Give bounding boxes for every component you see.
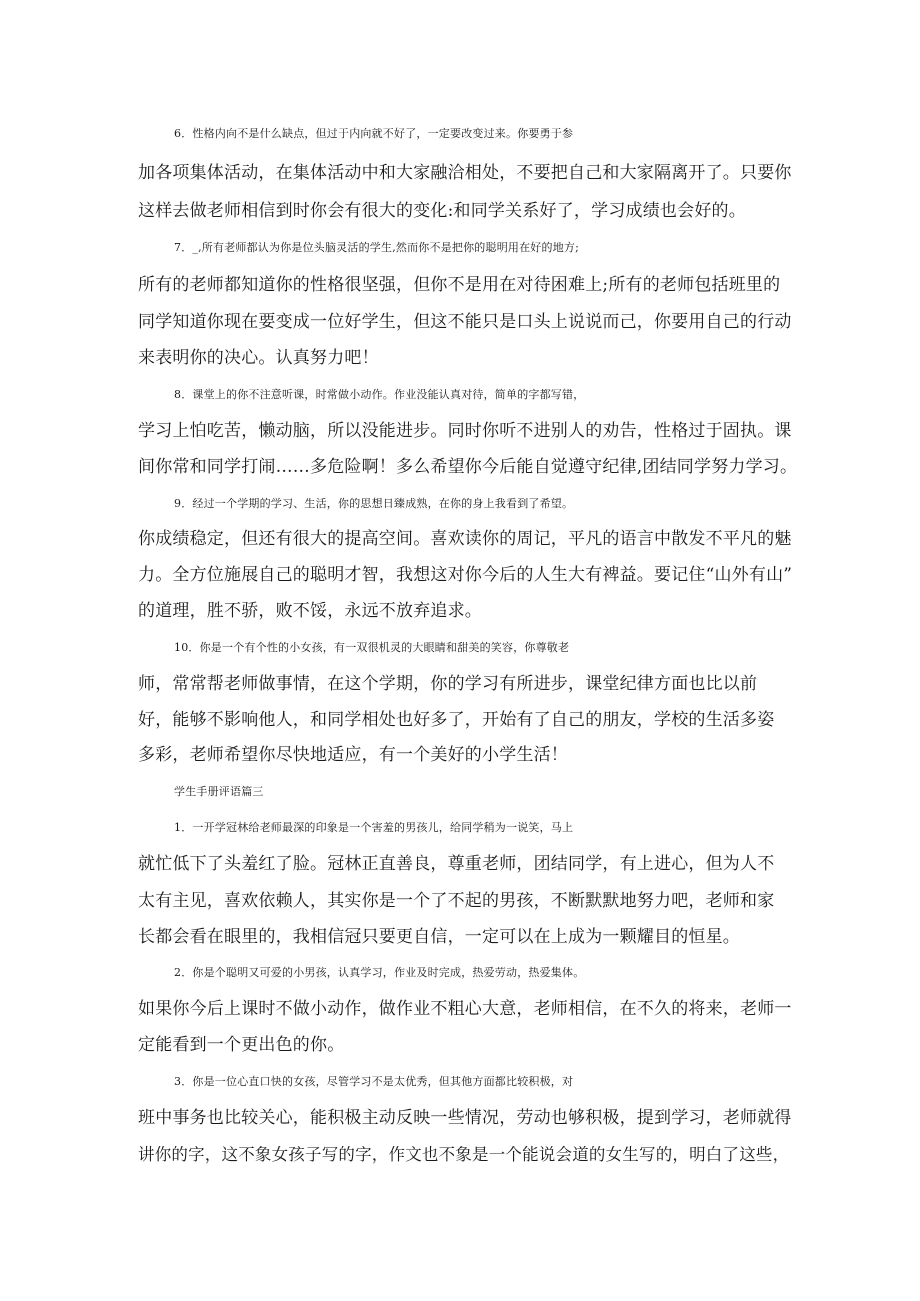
text-line: 长都会看在眼里的，我相信冠只要更自信，一定可以在上成为一颗耀目的恒星。 [138,927,740,947]
text-line: 10．你是一个有个性的小女孩，有一双很机灵的大眼睛和甜美的笑容，你尊敬老 [174,641,570,654]
text-line: 讲你的字，这不象女孩子写的字，作文也不象是一个能说会道的女生写的，明白了这些， [138,1145,790,1164]
text-line: 加各项集体活动，在集体活动中和大家融洽相处，不要把自己和大家隔离开了。只要你 [138,163,792,183]
text-line: 就忙低下了头羞红了脸。冠林正直善良，尊重老师，团结同学，有上进心，但为人不 [138,854,775,874]
text-line: 来表明你的决心。认真努力吧！ [138,348,379,368]
text-line: 同学知道你现在要变成一位好学生，但这不能只是口头上说说而己，你要用自己的行动 [138,312,792,332]
text-line: 班中事务也比较关心，能积极主动反映一些情况，劳动也够积极，提到学习，老师就得 [138,1108,792,1128]
section-heading: 学生手册评语篇三 [174,785,264,798]
text-line: 如果你今后上课时不做小动作，做作业不粗心大意，老师相信，在不久的将来，老师一 [138,999,792,1019]
text-line: 定能看到一个更出色的你。 [138,1035,345,1055]
text-line: 好，能够不影响他人，和同学相处也好多了，开始有了自己的朋友，学校的生活多姿 [138,710,775,730]
text-line: 1．一开学冠林给老师最深的印象是一个害羞的男孩儿，给同学稍为一说笑，马上 [174,821,574,834]
text-line: 2．你是个聪明又可爱的小男孩，认真学习，作业及时完成，热爱劳动，热爱集体。 [174,966,585,979]
text-line: 这样去做老师相信到时你会有很大的变化:和同学关系好了，学习成绩也会好的。 [138,201,746,221]
text-line: 多彩，老师希望你尽快地适应，有一个美好的小学生活！ [138,745,568,765]
text-line: 师，常常帮老师做事情，在这个学期，你的学习有所进步，课堂纪律方面也比以前 [138,674,758,694]
text-line: 8．课堂上的你不注意听课，时常做小动作。作业没能认真对待，简单的字都写错， [174,388,585,401]
text-line: 9．经过一个学期的学习、生活，你的思想日臻成熟，在你的身上我看到了希望。 [174,497,574,510]
text-line: 3．你是一位心直口快的女孩，尽管学习不是太优秀，但其他方面都比较积极，对 [174,1075,574,1088]
text-line: 所有的老师都知道你的性格很坚强，但你不是用在对待困难上;所有的老师包括班里的 [138,275,781,295]
text-line: 的道理，胜不骄，败不馁，永远不放弃追求。 [138,601,482,621]
text-line: 你成绩稳定，但还有很大的提高空间。喜欢读你的周记，平凡的语言中散发不平凡的魅 [138,529,792,549]
text-line: 6．性格内向不是什么缺点，但过于内向就不好了，一定要改变过来。你要勇于参 [174,127,574,140]
text-line: 太有主见，喜欢依赖人，其实你是一个了不起的男孩，不断默默地努力吧，老师和家 [138,891,775,911]
text-line: 学习上怕吃苦，懒动脑，所以没能进步。同时你听不进别人的劝告，性格过于固执。课 [138,421,792,441]
text-line: 力。全方位施展自己的聪明才智，我想这对你今后的人生大有裨益。要记住“山外有山” [138,565,793,585]
text-line: 7．_,所有老师都认为你是位头脑灵活的学生,然而你不是把你的聪明用在好的地方; [174,241,579,254]
text-line: 间你常和同学打闹……多危险啊！多么希望你今后能自觉遵守纪律,团结同学努力学习。 [138,457,798,477]
